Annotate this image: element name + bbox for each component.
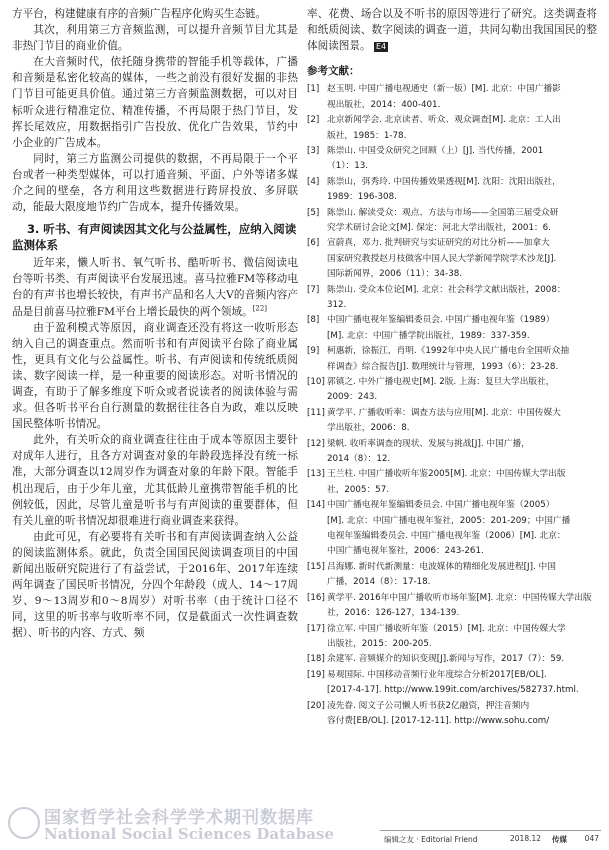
reference-item xyxy=(307,144,597,175)
reference-item xyxy=(307,206,597,237)
reference-number: [5] xyxy=(307,207,320,218)
reference-line: 究学术研讨会论文[M]. 保定：河北大学出版社，2001：6. xyxy=(327,222,551,233)
paragraph-text: 率、花费、场合以及不听书的原因等进行了研究。这类调查将和纸质阅读、数字阅读的调查一道，共同勾勒出我国国民的整体阅读图景。 xyxy=(307,8,597,53)
reference-line: 王兰柱. 中国广播收听年鉴2005[M]. 北京：中国传媒大学出版 xyxy=(327,469,566,480)
reference-line: 国家研究教授赵月枝做客中国人民大学新闻学院学术沙龙[J]. xyxy=(327,253,557,264)
reference-item xyxy=(307,591,597,622)
reference-line: 黄学平. 广播收听率：调查方法与应用[M]. 北京：中国传媒大 xyxy=(327,407,561,418)
reference-line: 郭镇之. 中外广播电视史[M]. 2版. 上海：复旦大学出版社， xyxy=(327,377,555,387)
body-paragraph xyxy=(307,6,597,54)
reference-number: [18] xyxy=(307,654,325,665)
reference-number: [6] xyxy=(307,238,320,249)
section-heading: 3. 听书、有声阅读因其文化与公益属性，应纳入阅读监测体系 xyxy=(12,222,297,253)
reference-number: [7] xyxy=(307,284,320,295)
reference-line: 徐立军. 中国广播收听年鉴（2015）[M]. 北京：中国传媒大学 xyxy=(327,623,566,634)
references-title: 参考文献： xyxy=(307,65,360,78)
body-paragraph: 在大音频时代，依托随身携带的智能手机等载体，广播和音频是私密化较高的媒体，一些之前没有很好发掘的非热门节目可能更具价值。通过第三方音频监测数据，可以对目标听众进行精准定位、精准传播，不再局限于热门节目，发挥长尾效应，用数据指引广告投放、优化广告效果，节约中小企业的广告成本。 xyxy=(12,56,298,149)
reference-line: 视出版社，2014：400-401. xyxy=(327,99,441,110)
reference-item xyxy=(307,652,597,667)
reference-line: 宣蔚真，邓力. 批判研究与实证研究的对比分析——加拿大 xyxy=(327,238,550,249)
reference-item xyxy=(307,283,597,314)
reference-line: 社，2005：57. xyxy=(327,484,389,495)
reference-line: 1989：196-308. xyxy=(327,192,397,203)
reference-number: [8] xyxy=(307,315,320,326)
reference-number: [1] xyxy=(307,84,320,95)
reference-line: 中国广播电视年鉴编辑委员会. 中国广播电视年鉴（1989） xyxy=(327,315,555,326)
reference-item xyxy=(307,175,597,206)
reference-number: [2] xyxy=(307,115,320,126)
reference-item xyxy=(307,344,597,375)
reference-line: [M]. 北京：中国广播电视年鉴社，2005：201-209；中国广播 xyxy=(327,515,571,526)
end-mark-icon: E4 xyxy=(375,42,387,52)
reference-line: 吕海娜. 新时代新测量：电波媒体的精细化发展进程[J]. 中国 xyxy=(327,561,556,572)
reference-line: 赵玉明. 中国广播电视通史（新一版）[M]. 北京：中国广播影 xyxy=(327,84,561,95)
reference-line: 陈崇山. 解读受众：观点、方法与市场——全国第三届受众研 xyxy=(327,207,559,218)
reference-item xyxy=(307,113,597,144)
reference-item xyxy=(307,375,597,406)
reference-line: 社，2016：126-127，134-139. xyxy=(327,608,460,619)
reference-number: [12] xyxy=(307,438,325,449)
body-paragraph: 其次，利用第三方音频监测，可以提升音频节目尤其是非热门节目的商业价值。 xyxy=(12,24,298,53)
right-column xyxy=(307,6,597,729)
reference-line: 梁帆. 收听率调查的现状、发展与挑战[J]. 中国广播， xyxy=(327,438,530,449)
reference-line: 2009：243. xyxy=(327,392,378,403)
reference-number: [20] xyxy=(307,700,325,711)
reference-line: 凌先眷. 阅文子公司懒人听书获2亿融资，押注音频内 xyxy=(327,700,530,711)
reference-line: 易观国际. 中国移动音频行业年度综合分析2017[EB/OL]. xyxy=(327,669,547,680)
reference-line: 样调查》综合报告[J]. 数理统计与管理，1993（6）：23-28. xyxy=(327,361,559,372)
footer-issue: 2018.12 xyxy=(510,834,542,843)
reference-item xyxy=(307,699,597,730)
reference-line: 电视年鉴编辑委员会. 中国广播电视年鉴（2006）[M]. 北京： xyxy=(327,531,566,542)
reference-item xyxy=(307,467,597,498)
reference-line: 陈崇山. 受众本位论[M]. 北京：社会科学文献出版社，2008： xyxy=(327,284,566,295)
reference-line: 2014（8）：12. xyxy=(327,454,391,465)
reference-line: 陈崇山，弭秀玲. 中国传播效果透视[M]. 沈阳：沈阳出版社， xyxy=(327,176,561,187)
reference-line: 国际新闻界，2006（11）：34-38. xyxy=(327,269,463,280)
body-paragraph: 由此可见，有必要将有关听书和有声阅读调查纳入公益的阅读监测体系。就此，负责全国国民阅读调查项目的中国新闻出版研究院进行了有益尝试，于2016年、2017年连续两年调查了国民听书情况，分四个年龄段（成人、14～17周岁、9～13周岁和0～8周岁）对听书率（由于统计口径不同，这里的听书率与收听率不同，仅是截面式一次性调查数据）、听书的内容、方式、频 xyxy=(12,530,298,640)
reference-number: [17] xyxy=(307,623,325,634)
body-paragraph xyxy=(12,255,298,319)
page-number: 047 xyxy=(584,834,599,843)
paragraph-text: 近年来，懒人听书、氧气听书、酷听听书、微信阅读电台等听书类、有声阅读平台发展迅速。喜马拉雅FM等移动电台的有声书也增长较快，有声书产品和名人大V的音频内容产品是目前喜马拉雅FM平台上增长最快的两个领域。 xyxy=(12,257,298,318)
reference-item xyxy=(307,313,597,344)
watermark-logo-icon xyxy=(8,807,40,839)
reference-line: 柯惠新，徐振江，肖明.《1992年中央人民广播电台全国听众抽 xyxy=(327,346,570,357)
reference-line: 广播，2014（8）：17-18. xyxy=(327,577,431,588)
reference-line: 出版社，2015：200-205. xyxy=(327,638,432,649)
watermark-cn: 国家哲学社会科学学术期刊数据库 xyxy=(44,808,314,828)
reference-number: [10] xyxy=(307,377,325,387)
page-footer xyxy=(380,830,601,845)
reference-item xyxy=(307,406,597,437)
reference-number: [13] xyxy=(307,469,325,480)
reference-line: [2017-4-17]. http://www.199it.com/archives/582737.html. xyxy=(327,685,579,696)
reference-line: 中国广播电视年鉴编辑委员会. 中国广播电视年鉴（2005） xyxy=(327,500,555,511)
reference-number: [19] xyxy=(307,669,325,680)
reference-number: [4] xyxy=(307,176,320,187)
reference-item xyxy=(307,82,597,113)
reference-line: 北京新闻学会. 北京读者、听众、观众调查[M]. 北京：工人出 xyxy=(327,115,561,126)
reference-number: [11] xyxy=(307,407,325,418)
reference-number: [15] xyxy=(307,561,325,572)
reference-line: 版社，1985：1-78. xyxy=(327,130,407,141)
reference-line: 容付费[EB/OL]. [2017-12-11]. http://www.sohu.com/ xyxy=(327,715,550,726)
reference-line: 陈崇山. 中国受众研究之回顾（上）[J]. 当代传播，2001 xyxy=(327,145,544,156)
references-list xyxy=(307,82,597,729)
citation-marker: [22] xyxy=(252,303,268,312)
reference-number: [14] xyxy=(307,500,325,511)
reference-item xyxy=(307,498,597,560)
reference-item xyxy=(307,437,597,468)
body-paragraph: 由于盈利模式等原因，商业调查还没有将这一收听形态纳入自己的调查重点。然而听书和有声阅读平台除了商业属性，更具有文化与公益属性。听书、有声阅读和传统纸质阅读、数字阅读一样，是一种重要的阅读形态。对听书情况的调查，有助于了解多维度下听众或者说读者的阅读体验与需求。但各听书平台自行测量的数据往往各自为政，难以反映国民整体听书情况。 xyxy=(12,321,298,431)
reference-item xyxy=(307,622,597,653)
body-paragraph: 同时，第三方监测公司提供的数据，不再局限于一个平台或者一种类型媒体，可以打通音频、平面、户外等诸多媒介之间的壁垒，各方利用这些数据进行跨屏投放、多屏联动，能最大限度地节约广告成本，提升传播效果。 xyxy=(12,152,298,214)
footer-section: 传媒 xyxy=(552,835,567,844)
reference-line: [M]. 北京：中国广播学院出版社，1989：337-359. xyxy=(327,330,530,341)
reference-line: 余建军. 音频媒介的知识变现[J].新闻与写作，2017（7）：59. xyxy=(327,654,565,665)
reference-line: （1）：13. xyxy=(327,161,369,172)
reference-number: [16] xyxy=(307,592,325,603)
reference-line: 中国广播电视年鉴社，2006：243-261. xyxy=(327,546,484,557)
reference-number: [9] xyxy=(307,346,320,357)
reference-item xyxy=(307,236,597,282)
body-paragraph: 此外，有关听众的商业调查往往由于成本等原因主要针对成年人进行，且各方对调查对象的年龄段选择没有统一标准，大部分调查以12周岁作为调查对象的年龄下限。智能手机出现后，由于少年儿童，尤其低龄儿童携带智能手机的比例较低，因此，尽管儿童是听书与有声阅读的重要群体，但有关儿童的听书情况却很难进行商业调查来获得。 xyxy=(12,434,298,527)
reference-item xyxy=(307,668,597,699)
body-paragraph: 方平台，构建健康有序的音频广告程序化购买生态链。 xyxy=(12,8,267,20)
watermark xyxy=(8,803,378,847)
reference-line: 黄学平. 2016年中国广播收听市场年鉴[M]. 北京：中国传媒大学出版 xyxy=(327,592,592,603)
reference-line: 312. xyxy=(327,299,347,310)
reference-number: [3] xyxy=(307,145,320,156)
watermark-en: National Social Sciences Database xyxy=(44,825,334,843)
reference-line: 学出版社，2006：8. xyxy=(327,423,410,434)
footer-journal: 编辑之友 · Editorial Friend xyxy=(384,835,478,844)
reference-item xyxy=(307,560,597,591)
left-column xyxy=(12,6,298,641)
